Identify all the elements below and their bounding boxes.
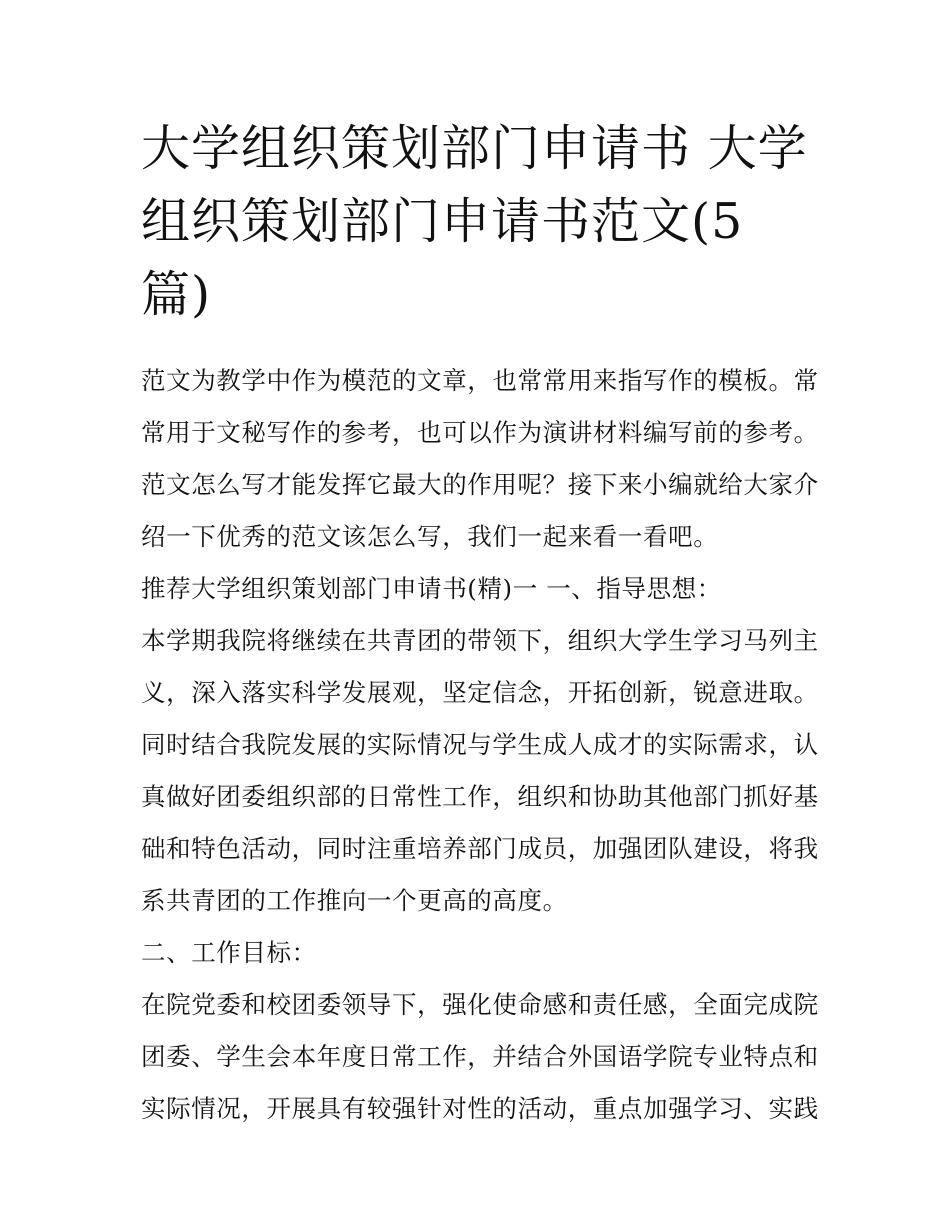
- body-line: 实际情况，开展具有较强针对性的活动，重点加强学习、实践: [141, 1094, 819, 1123]
- body-line: 系共青团的工作推向一个更高的高度。: [141, 886, 568, 915]
- body-line: 绍一下优秀的范文该怎么写，我们一起来看一看吧。: [141, 522, 719, 551]
- body-line: 义，深入落实科学发展观，坚定信念，开拓创新，锐意进取。: [141, 678, 819, 707]
- body-line: 二、工作目标：: [141, 938, 317, 967]
- body-line: 本学期我院将继续在共青团的带领下，组织大学生学习马列主: [141, 626, 819, 655]
- body-line: 范文为教学中作为模范的文章，也常常用来指写作的模板。常: [141, 366, 819, 395]
- body-line: 同时结合我院发展的实际情况与学生成人成才的实际需求，认: [141, 730, 819, 759]
- body-line: 础和特色活动，同时注重培养部门成员，加强团队建设，将我: [141, 834, 819, 863]
- document-body: [141, 355, 821, 1135]
- body-line: 在院党委和校团委领导下，强化使命感和责任感，全面完成院: [141, 990, 819, 1019]
- title-line: 组织策划部门申请书范文(5: [141, 193, 744, 250]
- body-line: 团委、学生会本年度日常工作，并结合外国语学院专业特点和: [141, 1042, 819, 1071]
- document-title: [141, 112, 821, 331]
- body-line: 范文怎么写才能发挥它最大的作用呢？接下来小编就给大家介: [141, 470, 819, 499]
- body-line: 常用于文秘写作的参考，也可以作为演讲材料编写前的参考。: [141, 418, 819, 447]
- body-line: 推荐大学组织策划部门申请书(精)一 一、指导思想：: [141, 574, 722, 603]
- body-line: 真做好团委组织部的日常性工作，组织和协助其他部门抓好基: [141, 782, 819, 811]
- title-line: 大学组织策划部门申请书 大学: [141, 120, 808, 177]
- title-line: 篇): [141, 266, 212, 323]
